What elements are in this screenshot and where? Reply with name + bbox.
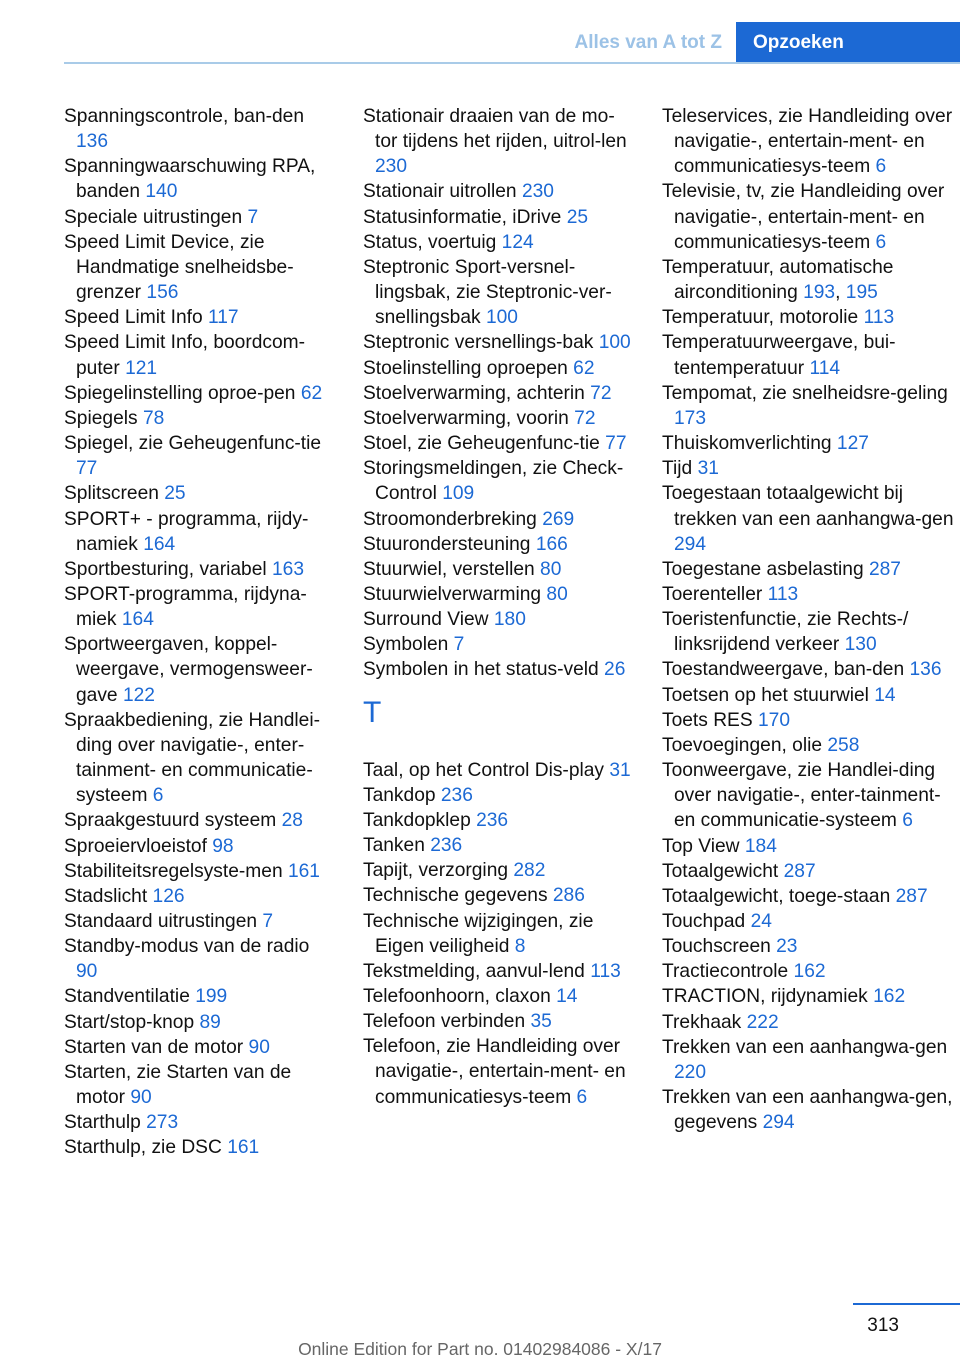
index-entry [64, 1135, 332, 1160]
index-term: SPORT+ - programma, rijdy‐namiek [64, 508, 309, 555]
index-term: Touchscreen [662, 936, 771, 958]
index-term: Surround View [363, 609, 489, 631]
page-link[interactable]: 199 [195, 986, 228, 1008]
page-link[interactable]: 236 [440, 784, 473, 806]
page-link[interactable]: 127 [836, 433, 869, 455]
index-entry [363, 255, 631, 330]
index-entry [662, 934, 960, 959]
index-entry [64, 205, 332, 230]
index-entry [64, 859, 332, 884]
page-link[interactable]: 6 [576, 1086, 588, 1108]
index-term: Toeristenfunctie, zie Rechts-/ linksrijdend verkeer [662, 609, 909, 656]
page-link[interactable]: 6 [902, 810, 913, 832]
index-entry [662, 582, 960, 607]
index-entry [64, 934, 332, 984]
index-entry [64, 305, 332, 330]
index-term: Temperatuur, automatische airconditioning [662, 256, 894, 304]
index-term: Spiegelinstelling oproe‐pen [64, 382, 296, 404]
page-link[interactable]: 62 [573, 357, 595, 379]
index-entry [64, 557, 332, 582]
index-term: Toets RES [662, 709, 753, 731]
index-term: Televisie, tv, zie Handleiding over navigatie-, entertain‐ment- en communicatiesys‐teem [662, 181, 945, 253]
page-link[interactable]: 287 [868, 558, 901, 580]
index-entry [363, 1009, 631, 1034]
page-link[interactable]: 7 [262, 911, 274, 932]
index-term: Start/stop-knop [64, 1011, 195, 1033]
page-link[interactable]: 7 [247, 206, 259, 228]
index-entry [64, 1060, 332, 1110]
index-term: Tractiecontrole [662, 961, 789, 983]
index-term: Stabiliteitsregelsyste‐men [64, 860, 283, 882]
page-link[interactable]: 136 [909, 659, 942, 681]
page-link[interactable]: 77 [605, 433, 627, 455]
index-term: Tanken [363, 835, 425, 857]
index-entry [64, 230, 332, 305]
index-entry [363, 557, 631, 582]
page-link[interactable]: 80 [546, 583, 568, 605]
page-link[interactable]: 6 [875, 231, 887, 253]
index-term: Spiegels [64, 407, 138, 429]
index-term: Speed Limit Info [64, 307, 203, 329]
index-term: Thuiskomverlichting [662, 433, 832, 455]
index-term: Speciale uitrustingen [64, 206, 243, 228]
page-link[interactable]: 113 [863, 307, 895, 329]
page-link[interactable]: 294 [674, 533, 707, 555]
index-term: Starthulp, zie DSC [64, 1137, 222, 1159]
page-link[interactable]: 170 [758, 709, 791, 731]
index-term: Standby-modus van de radio [64, 936, 310, 958]
index-term: Touchpad [662, 911, 746, 932]
index-column-3 [662, 104, 960, 1135]
index-entry [64, 632, 332, 707]
index-term: Toestandweergave, ban‐den [662, 659, 905, 681]
index-term: Statusinformatie, iDrive [363, 206, 562, 228]
index-term: Stoel, zie Geheugenfunc‐tie [363, 433, 600, 455]
page-link[interactable]: 269 [542, 508, 575, 530]
index-term: Tijd [662, 458, 693, 480]
index-entry [662, 557, 960, 582]
index-term: Temperatuurweergave, bui‐tentemperatuur [662, 332, 896, 379]
page-link[interactable]: 222 [746, 1011, 779, 1033]
index-term: Spanningscontrole, ban‐den [64, 106, 305, 127]
page-link[interactable]: 90 [130, 1087, 152, 1109]
index-term: Toevoegingen, olie [662, 734, 823, 756]
page-link[interactable]: 230 [375, 156, 408, 178]
page-link[interactable]: 35 [530, 1011, 552, 1033]
index-term: Top View [662, 835, 740, 857]
page-separator: , [835, 282, 841, 304]
index-column-1 [64, 104, 332, 1161]
index-entry [662, 456, 960, 481]
page-link[interactable]: 273 [146, 1112, 179, 1134]
header-rule [64, 62, 960, 64]
index-term: Toegestane asbelasting [662, 558, 864, 580]
page-link[interactable]: 78 [142, 407, 165, 429]
index-entry [64, 708, 332, 809]
index-entry [363, 179, 631, 204]
page-link[interactable]: 77 [76, 458, 98, 480]
index-entry [662, 733, 960, 758]
index-term: Stoelverwarming, voorin [363, 407, 569, 429]
page-link[interactable]: 113 [590, 960, 621, 982]
index-entry [64, 381, 332, 406]
page-link[interactable]: 89 [199, 1011, 221, 1033]
index-term: Telefoonhoorn, claxon [363, 986, 551, 1007]
index-term: Speed Limit Info, boordcom‐puter [64, 332, 306, 379]
index-term: Spanningwaarschuwing RPA, banden [64, 156, 316, 203]
page-link[interactable]: 62 [300, 382, 323, 404]
page-link[interactable]: 117 [208, 307, 239, 329]
index-term: Tankdop [363, 784, 436, 806]
index-term: Toegestaan totaalgewicht bij trekken van een aanhangwa‐gen [662, 483, 954, 530]
index-entry [363, 909, 631, 959]
index-entry [662, 1010, 960, 1035]
index-entry [64, 104, 332, 154]
index-entry [363, 507, 631, 532]
page-link[interactable]: 31 [697, 458, 719, 480]
index-entry [662, 255, 960, 305]
index-entry [662, 657, 960, 682]
page-link[interactable]: 156 [146, 282, 179, 304]
page-link[interactable]: 25 [566, 206, 589, 228]
index-term: Stadslicht [64, 885, 148, 907]
index-entry [662, 381, 960, 431]
index-term: Toetsen op het stuurwiel [662, 684, 869, 706]
index-entry [662, 305, 960, 330]
index-term: Totaalgewicht [662, 860, 779, 882]
page-link[interactable]: 236 [476, 809, 509, 831]
page-link[interactable]: 193 [803, 282, 836, 304]
index-entry [662, 431, 960, 456]
index-entry [363, 356, 631, 381]
index-entry [363, 858, 631, 883]
index-term: Stuurwielverwarming [363, 583, 542, 605]
footer-rule [853, 1303, 960, 1305]
index-term: TRACTION, rijdynamiek [662, 986, 868, 1008]
index-term: Stationair uitrollen [363, 181, 517, 203]
index-term: Trekken van een aanhangwa‐gen [662, 1036, 948, 1058]
index-entry [363, 205, 631, 230]
index-entry [363, 104, 631, 179]
page-link[interactable]: 90 [248, 1036, 270, 1058]
index-entry [64, 884, 332, 909]
page-link[interactable]: 126 [152, 885, 185, 907]
index-entry [363, 456, 631, 506]
index-term: Trekken van een aanhangwa‐gen, gegevens [662, 1087, 953, 1134]
page-link[interactable]: 236 [430, 835, 463, 857]
index-entry [363, 406, 631, 431]
page-number: 313 [867, 1315, 899, 1336]
index-term: Telefoon, zie Handleiding over navigatie-, entertain‐ment- en communicatiesys‐teem [363, 1036, 626, 1108]
index-term: SPORT-programma, rijdyna‐miek [64, 583, 307, 631]
index-entry [363, 783, 631, 808]
index-entry [662, 909, 960, 934]
index-term: Starten van de motor [64, 1036, 244, 1058]
index-term: Toonweergave, zie Handlei‐ding over navigatie-, enter‐tainment- en communicatie‐systeem [662, 760, 941, 832]
page-link[interactable]: 258 [827, 734, 860, 756]
page-link[interactable]: 195 [845, 282, 878, 304]
index-term: Trekhaak [662, 1011, 742, 1033]
index-term: Sportbesturing, variabel [64, 558, 267, 580]
index-entry [64, 481, 332, 506]
index-entry [662, 330, 960, 380]
index-entry [64, 808, 332, 833]
tab-opzoeken[interactable]: Opzoeken [736, 22, 960, 62]
page-link[interactable]: 114 [809, 357, 841, 379]
index-term: Stroomonderbreking [363, 508, 537, 530]
index-entry [64, 582, 332, 632]
index-entry [363, 984, 631, 1009]
index-term: Taal, op het Control Dis‐play [363, 759, 605, 781]
section-label: Alles van A tot Z [540, 22, 736, 62]
index-entry [662, 683, 960, 708]
index-entry [363, 833, 631, 858]
index-entry [662, 179, 960, 254]
index-term: Steptronic Sport-versnel‐lingsbak, zie Steptronic-ver‐snellingsbak [363, 256, 612, 329]
index-term: Starten, zie Starten van de motor [64, 1061, 292, 1109]
index-entry [662, 834, 960, 859]
index-term: Sportweergaven, koppel‐weergave, vermogensweer‐gave [64, 634, 313, 706]
index-entry [64, 1035, 332, 1060]
index-entry [363, 381, 631, 406]
page-link[interactable]: 24 [750, 911, 772, 932]
page-link[interactable]: 230 [521, 181, 554, 203]
page-link[interactable]: 161 [287, 860, 320, 882]
index-entry [64, 909, 332, 934]
page-link[interactable]: 294 [762, 1112, 795, 1134]
index-term: Spraakgestuurd systeem [64, 810, 277, 832]
index-term: Technische gegevens [363, 885, 548, 907]
page-link[interactable]: 6 [152, 785, 164, 807]
page-link[interactable]: 72 [590, 382, 612, 404]
index-term: Stuurondersteuning [363, 533, 531, 555]
page-link[interactable]: 124 [501, 231, 534, 253]
index-term: Tempomat, zie snelheidsre‐geling [662, 382, 948, 404]
edition-note: Online Edition for Part no. 01402984086 - X/17 [298, 1339, 662, 1359]
index-entry [64, 1110, 332, 1135]
page-link[interactable]: 282 [513, 860, 546, 882]
index-term: Symbolen in het status‐veld [363, 659, 599, 681]
index-term: Speed Limit Device, zie Handmatige snelheidsbe‐grenzer [64, 231, 294, 304]
page-link[interactable]: 173 [674, 407, 707, 429]
index-entry [662, 959, 960, 984]
index-entry [662, 708, 960, 733]
index-entry [363, 883, 631, 908]
index-entry [64, 984, 332, 1009]
index-term: Status, voertuig [363, 231, 497, 253]
index-letter-heading: T [363, 695, 382, 729]
index-term: Stuurwiel, verstellen [363, 558, 535, 580]
page-link[interactable]: 180 [493, 609, 526, 631]
index-entry [363, 632, 631, 657]
index-entry [662, 481, 960, 556]
index-column-2 [363, 104, 631, 1110]
index-entry [64, 1010, 332, 1035]
page-link[interactable]: 8 [514, 935, 526, 957]
index-entry [363, 758, 631, 783]
index-term: Starthulp [64, 1112, 141, 1134]
page-link[interactable]: 163 [272, 558, 305, 580]
page-link[interactable]: 7 [453, 634, 465, 656]
page-link[interactable]: 14 [556, 986, 578, 1007]
index-entry [662, 1085, 960, 1135]
index-entry [363, 607, 631, 632]
index-term: Stoelinstelling oproepen [363, 357, 568, 379]
index-term: Spraakbediening, zie Handlei‐ding over navigatie-, enter‐tainment- en communicatie‐systeem [64, 709, 320, 807]
index-entry [363, 959, 631, 984]
index-entry [662, 607, 960, 657]
index-entry [363, 808, 631, 833]
index-entry [662, 1035, 960, 1085]
index-entry [662, 104, 960, 179]
index-entry [64, 834, 332, 859]
page-link[interactable]: 162 [873, 986, 906, 1008]
page-link[interactable]: 140 [145, 181, 178, 203]
page-link[interactable]: 72 [574, 407, 596, 429]
page-link[interactable]: 122 [122, 684, 155, 706]
index-entry [64, 154, 332, 204]
index-term: Spiegel, zie Geheugenfunc‐tie [64, 433, 322, 455]
index-term: Tekstmelding, aanvul‐lend [363, 960, 585, 982]
page-link[interactable]: 98 [212, 835, 234, 857]
index-entry [363, 582, 631, 607]
index-entry [662, 859, 960, 884]
index-term: Tankdopklep [363, 809, 471, 831]
page-link[interactable]: 136 [76, 131, 109, 153]
index-entry [64, 431, 332, 481]
index-term: Storingsmeldingen, zie Check-Control [363, 458, 624, 505]
page-link[interactable]: 220 [674, 1061, 707, 1083]
index-term: Sproeiervloeistof [64, 835, 207, 857]
index-term: Toerenteller [662, 583, 763, 605]
index-term: Telefoon verbinden [363, 1011, 526, 1033]
index-term: Standaard uitrustingen [64, 911, 258, 932]
index-entry [363, 532, 631, 557]
page-link[interactable]: 28 [281, 810, 303, 832]
index-entry [363, 330, 631, 355]
index-term: Tapijt, verzorging [363, 860, 509, 882]
page-link[interactable]: 100 [598, 332, 631, 354]
page-link[interactable]: 184 [744, 835, 777, 857]
page-link[interactable]: 90 [76, 961, 98, 983]
page-link[interactable]: 6 [875, 156, 887, 178]
page-link[interactable]: 164 [143, 533, 176, 555]
page-link[interactable]: 286 [552, 885, 585, 907]
index-entry [363, 657, 631, 682]
page-link[interactable]: 166 [535, 533, 568, 555]
page-link[interactable]: 26 [604, 659, 626, 681]
index-entry [662, 758, 960, 833]
index-entry [662, 984, 960, 1009]
index-entry [363, 1034, 631, 1109]
index-term: Steptronic versnellings‐bak [363, 332, 594, 354]
page-link[interactable]: 121 [125, 357, 158, 379]
page-link[interactable]: 287 [895, 885, 928, 907]
index-term: Symbolen [363, 634, 449, 656]
index-term: Totaalgewicht, toege‐staan [662, 885, 891, 907]
page-link[interactable]: 25 [164, 483, 186, 505]
index-term: Temperatuur, motorolie [662, 307, 859, 329]
index-entry [64, 507, 332, 557]
index-term: Standventilatie [64, 986, 190, 1008]
index-term: Technische wijzigingen, zie Eigen veiligheid [363, 910, 594, 957]
page-link[interactable]: 130 [844, 634, 877, 656]
page-link[interactable]: 80 [540, 558, 562, 580]
index-entry [662, 884, 960, 909]
page-link[interactable]: 164 [121, 609, 154, 631]
index-term: Splitscreen [64, 483, 159, 505]
page-link[interactable]: 23 [776, 936, 798, 958]
index-term: Stationair draaien van de mo‐tor tijdens het rijden, uitrol‐len [363, 106, 627, 153]
index-entry [64, 406, 332, 431]
index-term: Teleservices, zie Handleiding over navigatie-, entertain‐ment- en communicatiesys‐teem [662, 106, 953, 178]
page-link[interactable]: 31 [609, 759, 631, 781]
index-entry [64, 330, 332, 380]
page-link[interactable]: 100 [485, 307, 518, 329]
index-term: Stoelverwarming, achterin [363, 382, 585, 404]
page-link[interactable]: 162 [793, 961, 826, 983]
index-entry [363, 230, 631, 255]
page-link[interactable]: 113 [767, 583, 799, 605]
page-link[interactable]: 161 [227, 1137, 260, 1159]
page-link[interactable]: 109 [442, 483, 475, 505]
index-entry [363, 431, 631, 456]
page-link[interactable]: 287 [783, 860, 816, 882]
page-link[interactable]: 14 [874, 684, 896, 706]
